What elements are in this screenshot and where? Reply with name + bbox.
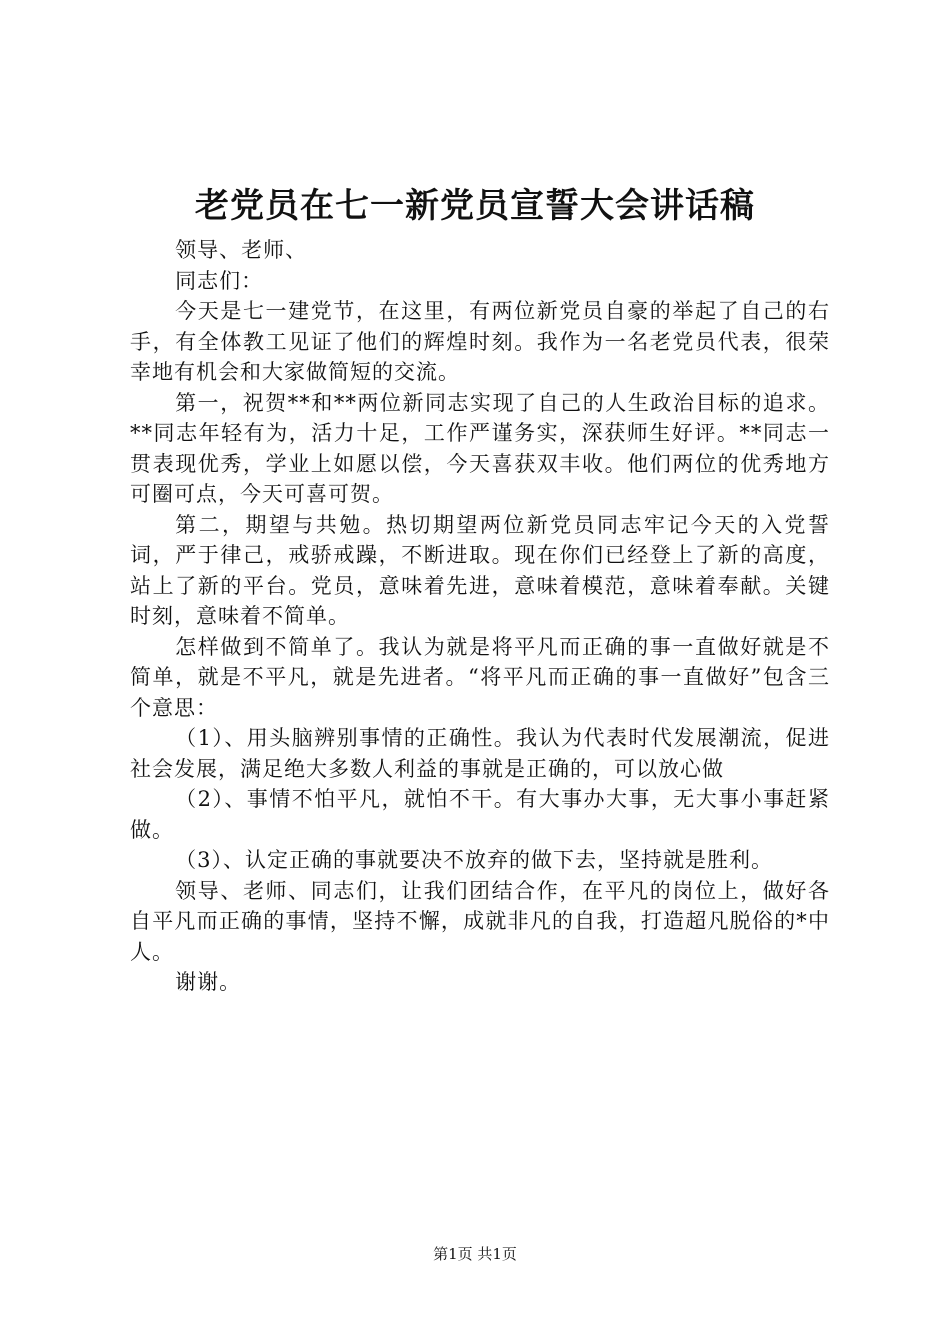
salutation-line-2: 同志们：	[175, 268, 264, 293]
paragraph-closing: 领导、老师、同志们，让我们团结合作，在平凡的岗位上，做好各自平凡而正确的事情，坚持不懈，成就非凡的自我，打造超凡脱俗的*中人。	[130, 878, 830, 964]
paragraph-second-point: 第二，期望与共勉。热切期望两位新党员同志牢记今天的入党誓词，严于律己，戒骄戒躁，不断进取。现在你们已经登上了新的高度，站上了新的平台。党员，意味着先进，意味着模范，意味着奉献。关键时刻，意味着不简单。	[130, 512, 830, 628]
document-title: 老党员在七一新党员宣誓大会讲话稿	[195, 186, 755, 226]
paragraph-thanks: 谢谢。	[175, 970, 242, 994]
list-item-1: （1）、用头脑辨别事情的正确性。我认为代表时代发展潮流，促进社会发展，满足绝大多数人利益的事就是正确的，可以放心做	[130, 726, 830, 781]
document-body	[130, 235, 830, 998]
page-footer: 第1页 共1页	[433, 1245, 517, 1263]
paragraph-first-point: 第一，祝贺**和**两位新同志实现了自己的人生政治目标的追求。**同志年轻有为，活力十足，工作严谨务实，深获师生好评。**同志一贯表现优秀，学业上如愿以偿，今天喜获双丰收。他们两位的优秀地方可圈可点，今天可喜可贺。	[130, 390, 830, 506]
salutation-line-1: 领导、老师、	[175, 238, 308, 262]
list-item-2: （2）、事情不怕平凡，就怕不干。有大事办大事，无大事小事赶紧做。	[130, 787, 830, 842]
paragraph-opening: 今天是七一建党节，在这里，有两位新党员自豪的举起了自己的右手，有全体教工见证了他们的辉煌时刻。我作为一名老党员代表，很荣幸地有机会和大家做简短的交流。	[130, 299, 830, 384]
paragraph-not-simple: 怎样做到不简单了。我认为就是将平凡而正确的事一直做好就是不简单，就是不平凡，就是先进者。“将平凡而正确的事一直做好”包含三个意思：	[130, 634, 830, 720]
list-item-3: （3）、认定正确的事就要决不放弃的做下去，坚持就是胜利。	[175, 848, 773, 872]
